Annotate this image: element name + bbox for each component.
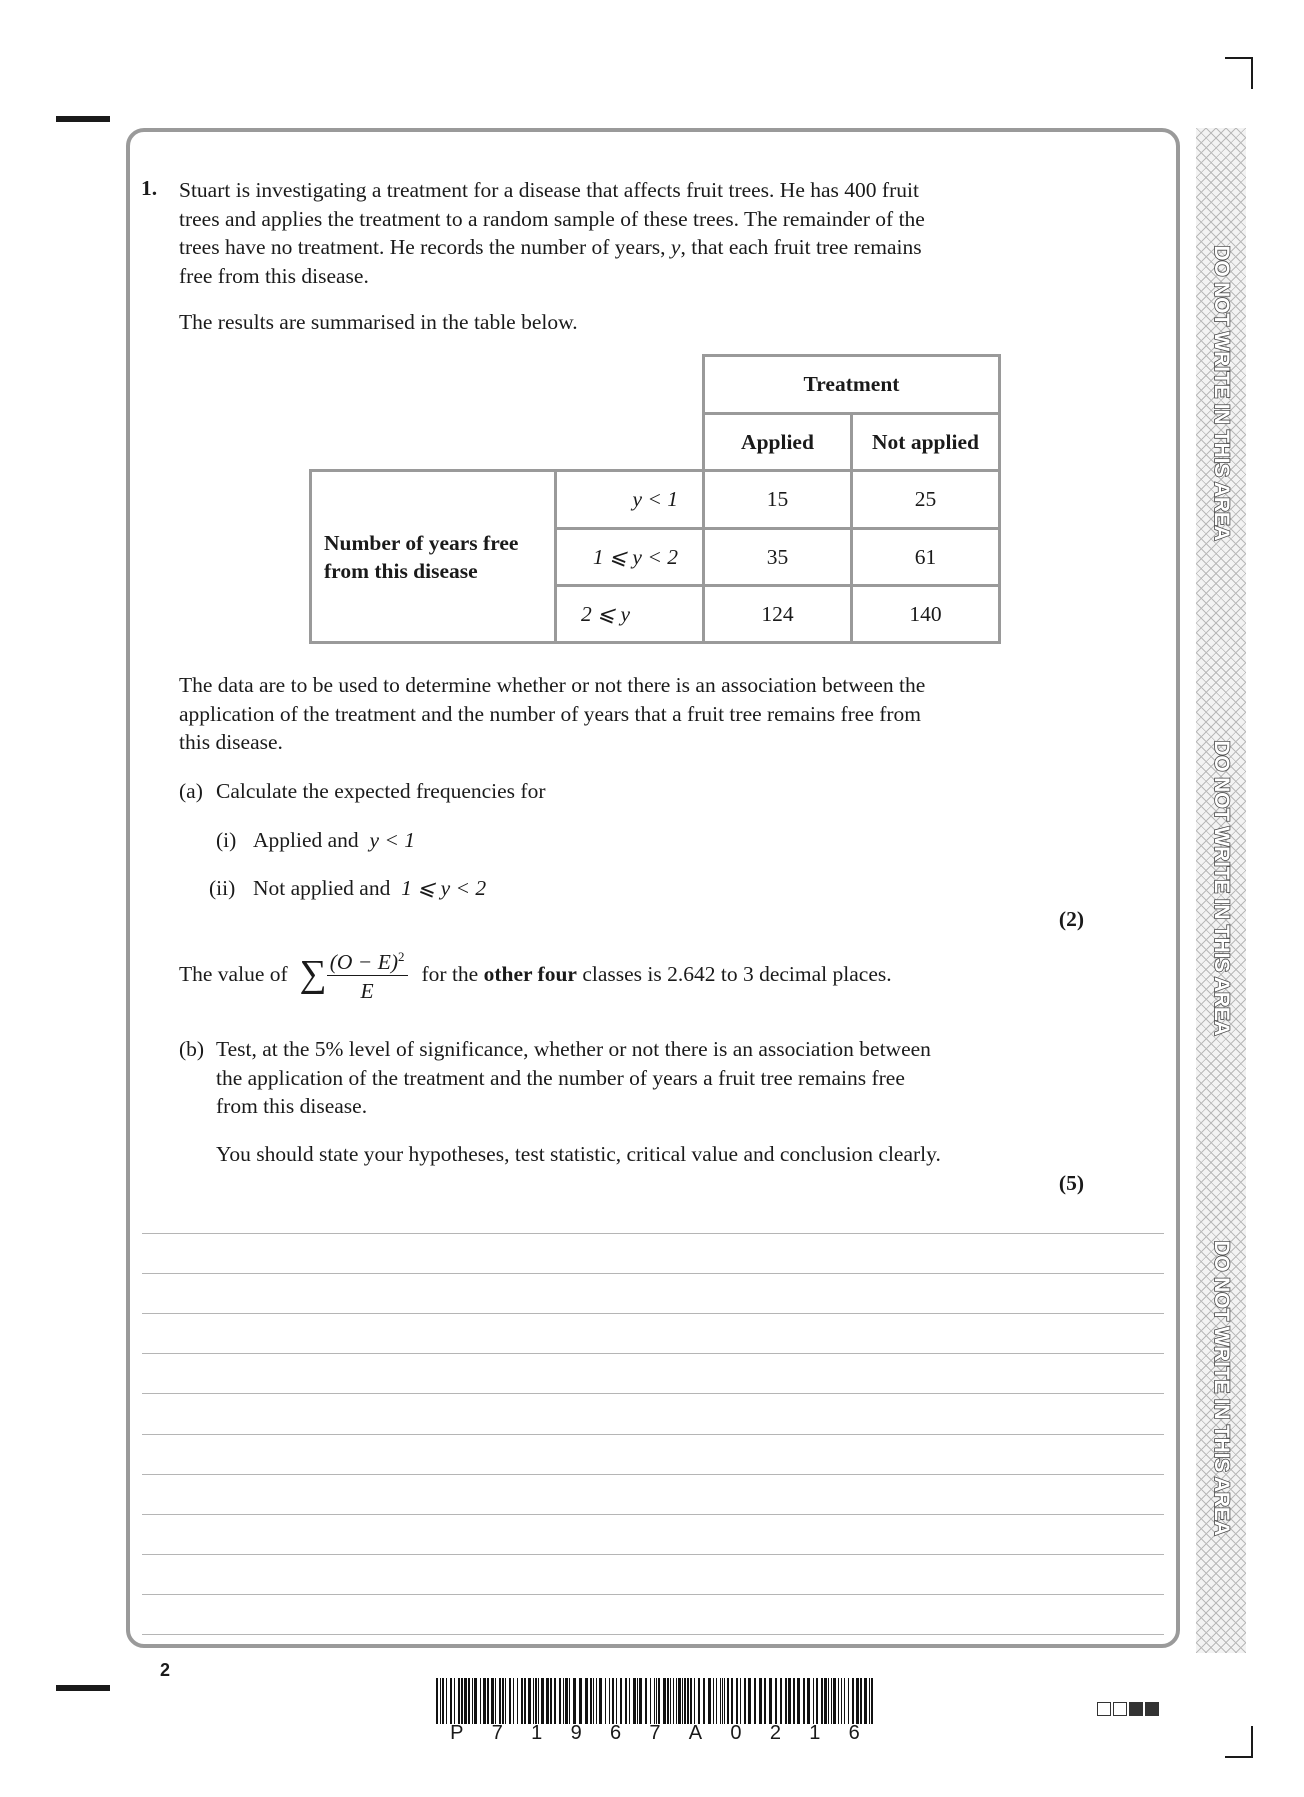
barcode-bar — [722, 1678, 723, 1724]
table-cell: 15 — [704, 471, 852, 529]
barcode-digit: A — [688, 1722, 703, 1744]
barcode-bar — [436, 1678, 438, 1724]
summary-text: The results are summarised in the table below. — [179, 310, 578, 334]
barcode-bar — [599, 1678, 602, 1724]
barcode-bar — [605, 1678, 606, 1724]
barcode-bar — [754, 1678, 756, 1724]
barcode-bar — [673, 1678, 674, 1724]
barcode-bar — [690, 1678, 692, 1724]
barcode-bar — [667, 1678, 669, 1724]
barcode-bar — [708, 1678, 711, 1724]
barcode-bar — [744, 1678, 746, 1724]
barcode-bar — [724, 1678, 725, 1724]
barcode-bar — [793, 1678, 795, 1724]
sigma-symbol: ∑ — [299, 953, 327, 996]
intro-line: free from this disease. — [179, 263, 369, 288]
barcode-bar — [535, 1678, 537, 1724]
barcode-bar — [748, 1678, 751, 1724]
part-b-instruction: You should state your hypotheses, test statistic, critical value and conclusion clearly. — [216, 1142, 941, 1166]
answer-line[interactable] — [142, 1594, 1164, 1595]
association-text: The data are to be used to determine whether or not there is an association between the application of the treatment and the number of years that a fruit tree remains free from this disease. — [179, 673, 926, 754]
treatment-header: Treatment — [704, 356, 1000, 414]
part-a-marks: (2) — [1058, 907, 1084, 931]
answer-line[interactable] — [142, 1514, 1164, 1515]
barcode-bar — [684, 1678, 686, 1724]
page-number: 2 — [160, 1660, 171, 1680]
question-number: 1. — [141, 176, 158, 200]
barcode-bar — [650, 1678, 651, 1724]
barcode-bar — [541, 1678, 544, 1724]
barcode-bar — [616, 1678, 617, 1724]
barcode-bar — [687, 1678, 689, 1724]
answer-line[interactable] — [142, 1474, 1164, 1475]
margin-tick-bottom — [56, 1685, 110, 1691]
barcode-bar — [656, 1678, 657, 1724]
barcode-bar — [579, 1678, 582, 1724]
barcode-bar — [442, 1678, 444, 1724]
barcode-bar — [740, 1678, 741, 1724]
barcode-bar — [637, 1678, 638, 1724]
barcode-bar — [803, 1678, 805, 1724]
do-not-write-label: DO NOT WRITE IN THIS AREA — [1210, 245, 1233, 541]
barcode-bar — [487, 1678, 489, 1724]
answer-line[interactable] — [142, 1634, 1164, 1635]
barcode-bar — [852, 1678, 854, 1724]
barcode-bar — [816, 1678, 818, 1724]
barcode-bar — [450, 1678, 452, 1724]
barcode-bar — [499, 1678, 501, 1724]
barcode-digit: 6 — [609, 1722, 622, 1744]
barcode-bar — [663, 1678, 666, 1724]
table-cell: 25 — [852, 471, 1000, 529]
barcode-bar — [524, 1678, 526, 1724]
row-label: 1 ⩽ y < 2 — [556, 529, 704, 586]
barcode-bar — [629, 1678, 630, 1724]
col-header-applied: Applied — [704, 414, 852, 471]
barcode-bar — [559, 1678, 561, 1724]
barcode-bar — [670, 1678, 671, 1724]
barcode-bar — [775, 1678, 777, 1724]
barcode-bar — [513, 1678, 514, 1724]
barcode-bar — [645, 1678, 647, 1724]
row-label: 2 ⩽ y — [556, 586, 704, 643]
answer-line[interactable] — [142, 1273, 1164, 1274]
do-not-write-label: DO NOT WRITE IN THIS AREA — [1210, 740, 1233, 1036]
barcode-bar — [698, 1678, 700, 1724]
barcode-bar — [654, 1678, 655, 1724]
barcode-bar — [480, 1678, 481, 1724]
barcode-bar — [844, 1678, 845, 1724]
barcode-bar — [658, 1678, 660, 1724]
answer-line[interactable] — [142, 1554, 1164, 1555]
barcode-bar — [780, 1678, 782, 1724]
intro-line: trees and applies the treatment to a random sample of these trees. The remainder of the — [179, 206, 925, 231]
barcode-bar — [509, 1678, 511, 1724]
barcode-bar — [731, 1678, 733, 1724]
question-intro — [179, 176, 1039, 290]
answer-line[interactable] — [142, 1393, 1164, 1394]
barcode-bar — [788, 1678, 791, 1724]
barcode-bar — [565, 1678, 568, 1724]
barcode-bar — [833, 1678, 836, 1724]
barcode-bar — [860, 1678, 862, 1724]
barcode-bar — [759, 1678, 762, 1724]
barcode-bar — [828, 1678, 829, 1724]
barcode-bar — [474, 1678, 477, 1724]
barcode-digit: P — [450, 1722, 464, 1744]
barcode-bar — [620, 1678, 622, 1724]
part-b-marks: (5) — [1058, 1171, 1084, 1195]
barcode-bar — [639, 1678, 642, 1724]
position-box — [1113, 1702, 1127, 1716]
barcode-bar — [813, 1678, 814, 1724]
barcode-digit: 0 — [730, 1722, 742, 1744]
barcode-bar — [461, 1678, 463, 1724]
page-position-boxes — [1097, 1702, 1159, 1716]
barcode-bar — [682, 1678, 683, 1724]
barcode-bar — [736, 1678, 738, 1724]
crop-mark-top-right — [1225, 57, 1253, 89]
answer-line[interactable] — [142, 1353, 1164, 1354]
barcode-text — [436, 1722, 874, 1745]
barcode-bar — [703, 1678, 705, 1724]
intro-line: trees have no treatment. He records the number of years, y, that each fruit tree remains — [179, 235, 922, 259]
barcode-bar — [848, 1678, 849, 1724]
value-sentence: The value of ∑ $\frac{(O - E)^2}{E}$ for the other four classes is 2.642 to 3 decimal places. — [179, 944, 892, 1004]
barcode-bar — [505, 1678, 506, 1724]
answer-line[interactable] — [142, 1434, 1164, 1435]
part-b-text: Test, at the 5% level of significance, whether or not there is an association between the application of the treatment and the number of years a fruit tree remains free from this disease. — [216, 1037, 931, 1118]
barcode-bar — [550, 1678, 552, 1724]
barcode-bar — [831, 1678, 832, 1724]
barcode-bar — [454, 1678, 455, 1724]
barcode-bar — [821, 1678, 823, 1724]
barcode-bar — [538, 1678, 539, 1724]
table-cell: 61 — [852, 529, 1000, 586]
barcode-bar — [563, 1678, 564, 1724]
results-table — [309, 354, 1001, 644]
barcode-bar — [625, 1678, 627, 1724]
barcode-bar — [716, 1678, 717, 1724]
barcode-bar — [528, 1678, 531, 1724]
barcode-digit: 1 — [531, 1722, 543, 1744]
barcode-bar — [446, 1678, 447, 1724]
barcode-bar — [569, 1678, 570, 1724]
barcode-bar — [458, 1678, 460, 1724]
part-a-ii-text: Not applied and 1 ⩽ y < 2 — [253, 876, 487, 900]
part-b-label: (b) — [179, 1037, 205, 1061]
barcode-bar — [824, 1678, 827, 1724]
barcode-digit: 7 — [491, 1722, 503, 1744]
barcode-bar — [502, 1678, 504, 1724]
barcode-bar — [678, 1678, 681, 1724]
barcode-bar — [546, 1678, 549, 1724]
barcode-bar — [491, 1678, 494, 1724]
position-box — [1129, 1702, 1143, 1716]
barcode-bar — [468, 1678, 470, 1724]
table-cell: 124 — [704, 586, 852, 643]
chi-squared-fraction: $\frac{(O - E)^2}{E}$ — [327, 944, 408, 1004]
barcode-bar — [633, 1678, 636, 1724]
row-group-label: Number of years free from this disease — [311, 471, 556, 643]
barcode-bar — [440, 1678, 441, 1724]
position-box — [1145, 1702, 1159, 1716]
barcode-bar — [713, 1678, 714, 1724]
col-header-not-applied: Not applied — [852, 414, 1000, 471]
part-a-i-label: (i) — [216, 828, 237, 852]
table-cell: 140 — [852, 586, 1000, 643]
part-a-ii-label: (ii) — [209, 876, 236, 900]
barcode-bar — [573, 1678, 576, 1724]
barcode-bar — [609, 1678, 610, 1724]
barcode-bar — [517, 1678, 518, 1724]
barcode-bar — [864, 1678, 867, 1724]
barcode-bar — [769, 1678, 772, 1724]
barcode-bar — [593, 1678, 594, 1724]
barcode-bar — [554, 1678, 556, 1724]
barcode-bar — [869, 1678, 870, 1724]
answer-line[interactable] — [142, 1233, 1164, 1234]
barcode-bar — [785, 1678, 787, 1724]
barcode-bar — [764, 1678, 766, 1724]
barcode-bar — [464, 1678, 467, 1724]
barcode-bar — [533, 1678, 534, 1724]
part-a-label: (a) — [179, 779, 203, 803]
barcode-bar — [483, 1678, 486, 1724]
part-a-i-text: Applied and y < 1 — [253, 828, 415, 852]
barcode-bar — [727, 1678, 729, 1724]
crop-mark-bottom-right — [1225, 1726, 1253, 1758]
barcode-digit: 2 — [769, 1722, 781, 1744]
do-not-write-label: DO NOT WRITE IN THIS AREA — [1210, 1240, 1233, 1536]
barcode-bar — [596, 1678, 597, 1724]
margin-tick-top — [56, 116, 110, 122]
barcode-digit: 9 — [570, 1722, 582, 1744]
barcode-bar — [720, 1678, 721, 1724]
barcode-bar — [797, 1678, 800, 1724]
barcode-bar — [838, 1678, 839, 1724]
barcode-bar — [612, 1678, 614, 1724]
answer-line[interactable] — [142, 1313, 1164, 1314]
barcode-bar — [590, 1678, 592, 1724]
row-label: y < 1 — [556, 471, 704, 529]
barcode-bar — [694, 1678, 695, 1724]
barcode-bar — [676, 1678, 677, 1724]
variable-y: y — [670, 235, 681, 259]
barcode-bar — [856, 1678, 859, 1724]
barcode-bar — [807, 1678, 810, 1724]
part-a-text: Calculate the expected frequencies for — [216, 779, 546, 803]
barcode-digit: 1 — [809, 1722, 821, 1744]
barcode-bar — [521, 1678, 523, 1724]
barcode-bar — [495, 1678, 496, 1724]
barcode-digit: 6 — [848, 1722, 860, 1744]
position-box — [1097, 1702, 1111, 1716]
table-cell: 35 — [704, 529, 852, 586]
intro-line: Stuart is investigating a treatment for a disease that affects fruit trees. He has 400 fruit — [179, 178, 919, 202]
barcode — [436, 1678, 874, 1724]
barcode-digit: 7 — [649, 1722, 661, 1744]
barcode-bar — [871, 1678, 873, 1724]
barcode-bar — [472, 1678, 473, 1724]
barcode-bar — [585, 1678, 588, 1724]
barcode-bar — [841, 1678, 842, 1724]
